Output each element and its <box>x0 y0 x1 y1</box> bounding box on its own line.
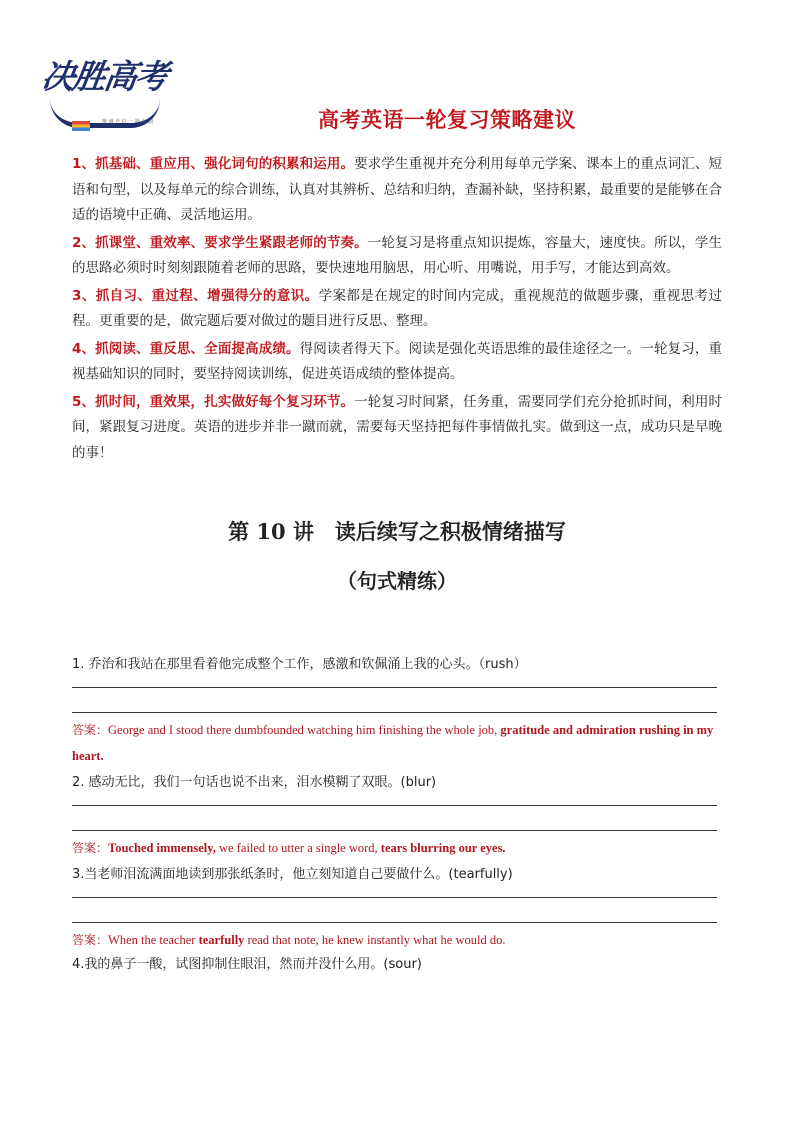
answer-line[interactable] <box>72 897 717 898</box>
answer-part-bold: gratitude and admiration rushing in my heart. <box>72 723 714 763</box>
question-list <box>72 655 717 975</box>
answer-line[interactable] <box>72 687 717 688</box>
answer <box>72 927 717 953</box>
sub-title: （句式精练） <box>337 569 457 593</box>
advice-item <box>72 152 722 229</box>
question-prompt: 3.当老师泪流满面地读到那张纸条时，他立刻知道自己要做什么。(tearfully) <box>72 867 513 882</box>
answer-part: we failed to utter a single word, <box>215 841 381 855</box>
answer-line[interactable] <box>72 712 717 713</box>
advice-body: 要求学生重视并充分利用每单元学案、课本上的重点词汇、短语和句型，以及每单元的综合训练，认真对其辨析、总结和归纳，查漏补缺，坚持积累，最重要的是能够在合适的语境中正确、灵活地运用。 <box>72 156 722 223</box>
advice-highlight: 3、抓自习、重过程、增强得分的意识。 <box>72 287 319 304</box>
logo-text: 决胜高考 <box>39 57 169 96</box>
answer-part: When the teacher <box>108 933 199 947</box>
answer-line[interactable] <box>72 805 717 806</box>
answer-part: read that note, he knew instantly what he would do. <box>244 933 506 947</box>
advice-body: 得阅读者得天下。阅读是强化英语思维的最佳途径之一。一轮复习，重视基础知识的同时，要坚持阅读训练，促进英语成绩的整体提高。 <box>72 340 722 382</box>
advice-item <box>72 231 722 282</box>
answer-label: 答案： <box>72 933 109 947</box>
answer-part: George and I stood there dumbfounded watching him finishing the whole job, <box>108 723 501 737</box>
advice-item <box>72 284 722 335</box>
advice-body: 一轮复习时间紧，任务重，需要同学们充分抢抓时间，利用时间，紧跟复习进度。英语的进步并非一蹴而就，需要每天坚持把每件事情做扎实。做到这一点，成功只是早晚的事！ <box>72 393 722 461</box>
advice-item <box>72 390 722 467</box>
advice-item <box>72 337 722 388</box>
logo-slogan: 唯 盛 吾 信 一 路 向 前 <box>102 119 154 125</box>
question-prompt: 2. 感动无比，我们一句话也说不出来，泪水模糊了双眼。(blur) <box>72 775 437 790</box>
answer-part-bold: Touched immensely, <box>108 841 216 855</box>
answer-part-bold: tearfully <box>198 933 245 947</box>
question-prompt: 4.我的鼻子一酸，试图抑制住眼泪，然而并没什么用。(sour) <box>72 957 422 972</box>
answer <box>72 717 717 769</box>
advice-body: 学案都是在规定的时间内完成，重视规范的做题步骤，重视思考过程。更重要的是，做完题后要对做过的题目进行反思、整理。 <box>72 287 722 329</box>
answer <box>72 835 717 861</box>
advice-highlight: 4、抓阅读、重反思、全面提高成绩。 <box>72 340 300 357</box>
advice-body: 一轮复习是将重点知识提炼，容量大，速度快。所以，学生的思路必须时时刻刻跟随着老师的思路，要快速地用脑思，用心听、用嘴说，用手写，才能达到高效。 <box>72 234 722 276</box>
answer-part-bold: tears blurring our eyes. <box>380 841 506 855</box>
advice-highlight: 1、抓基础、重应用、强化词句的积累和运用。 <box>72 156 355 172</box>
lecture-title: 第 10 讲 读后续写之积极情绪描写 <box>228 519 566 544</box>
answer-line[interactable] <box>72 830 717 831</box>
question-prompt: 1. 乔治和我站在那里看着他完成整个工作，感激和钦佩涌上我的心头。（rush） <box>72 657 527 672</box>
advice-list <box>72 152 722 468</box>
answer-line[interactable] <box>72 922 717 923</box>
answer-label: 答案： <box>72 841 109 855</box>
advice-highlight: 5、抓时间，重效果，扎实做好每个复习环节。 <box>72 393 355 410</box>
answer-label: 答案： <box>72 723 109 737</box>
advice-highlight: 2、抓课堂、重效率、要求学生紧跟老师的节奏。 <box>72 234 368 251</box>
main-title: 高考英语一轮复习策略建议 <box>318 108 576 132</box>
